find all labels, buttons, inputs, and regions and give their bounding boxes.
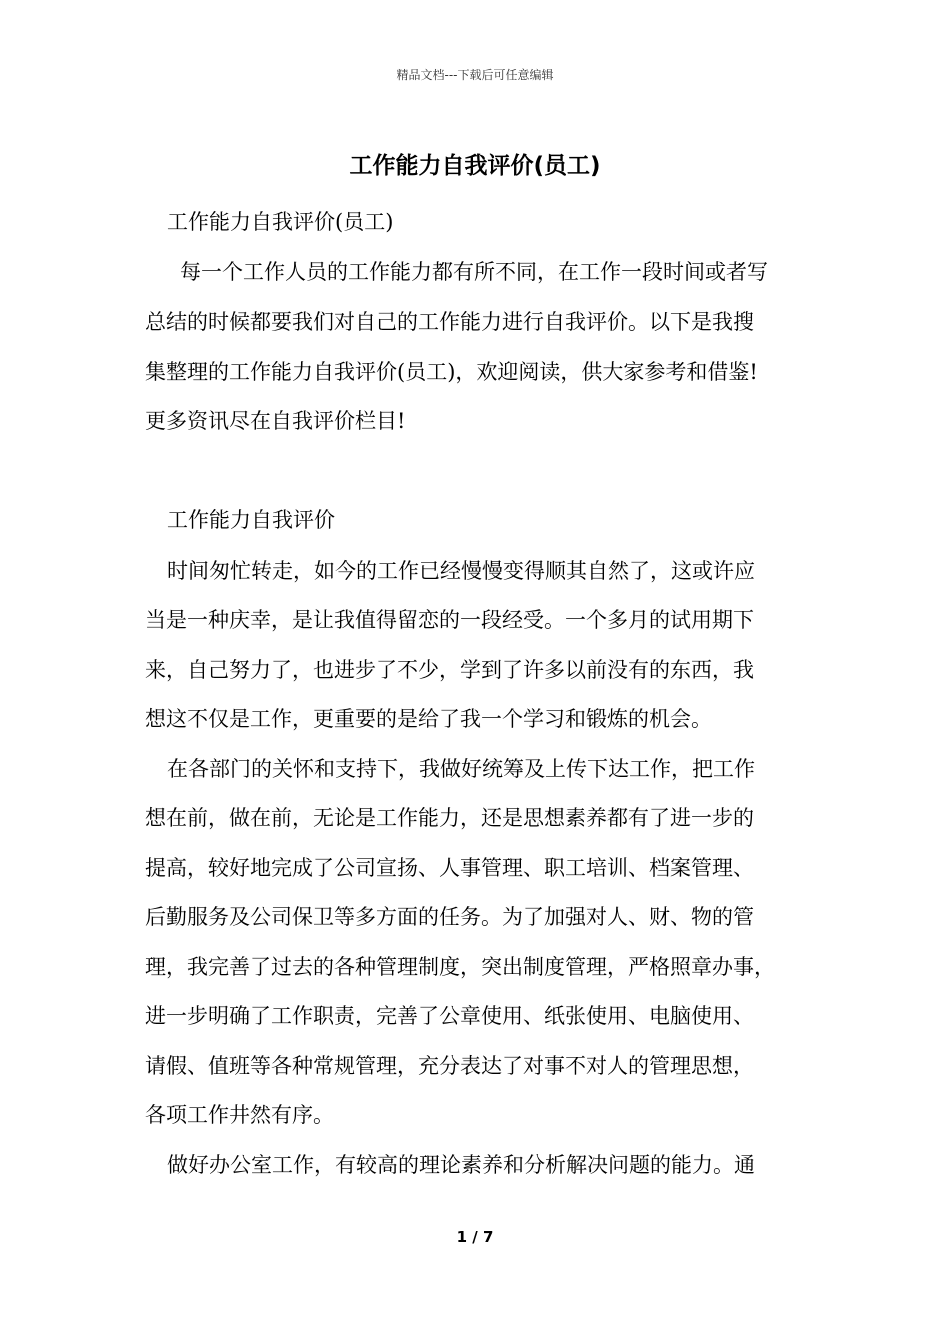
paragraph-line: 来，自己努力了，也进步了不少，学到了许多以前没有的东西，我: [145, 658, 754, 682]
paragraph-line: 各项工作井然有序。: [145, 1103, 334, 1127]
paragraph-line: 提高，较好地完成了公司宣扬、人事管理、职工培训、档案管理、: [145, 856, 754, 880]
paragraph-line: 时间匆忙转走，如今的工作已经慢慢变得顺其自然了，这或许应: [167, 559, 755, 583]
intro-line: 总结的时候都要我们对自己的工作能力进行自我评价。以下是我搜: [145, 310, 754, 334]
document-title: 工作能力自我评价(员工): [349, 153, 601, 179]
paragraph-line: 后勤服务及公司保卫等多方面的任务。为了加强对人、财、物的管: [145, 905, 754, 929]
paragraph-line: 当是一种庆幸，是让我值得留恋的一段经受。一个多月的试用期下: [145, 608, 754, 632]
section-heading: 工作能力自我评价: [167, 508, 335, 532]
paragraph-line: 想这不仅是工作，更重要的是给了我一个学习和锻炼的机会。: [145, 707, 712, 731]
intro-line: 每一个工作人员的工作能力都有所不同，在工作一段时间或者写: [180, 260, 768, 284]
intro-line: 集整理的工作能力自我评价(员工)，欢迎阅读，供大家参考和借鉴!: [145, 360, 758, 384]
paragraph-line: 请假、值班等各种常规管理，充分表达了对事不对人的管理思想，: [145, 1054, 754, 1078]
header-note: 精品文档---下载后可任意编辑: [396, 68, 554, 82]
page-number: 1 / 7: [456, 1228, 494, 1246]
document-subtitle: 工作能力自我评价(员工): [167, 210, 394, 234]
paragraph-line: 理，我完善了过去的各种管理制度，突出制度管理，严格照章办事，: [145, 955, 775, 979]
paragraph-line: 做好办公室工作，有较高的理论素养和分析解决问题的能力。通: [167, 1153, 755, 1177]
paragraph-line: 在各部门的关怀和支持下，我做好统筹及上传下达工作，把工作: [167, 757, 755, 781]
paragraph-line: 想在前，做在前，无论是工作能力，还是思想素养都有了进一步的: [145, 806, 754, 830]
intro-line: 更多资讯尽在自我评价栏目!: [145, 409, 406, 433]
paragraph-line: 进一步明确了工作职责，完善了公章使用、纸张使用、电脑使用、: [145, 1004, 754, 1028]
